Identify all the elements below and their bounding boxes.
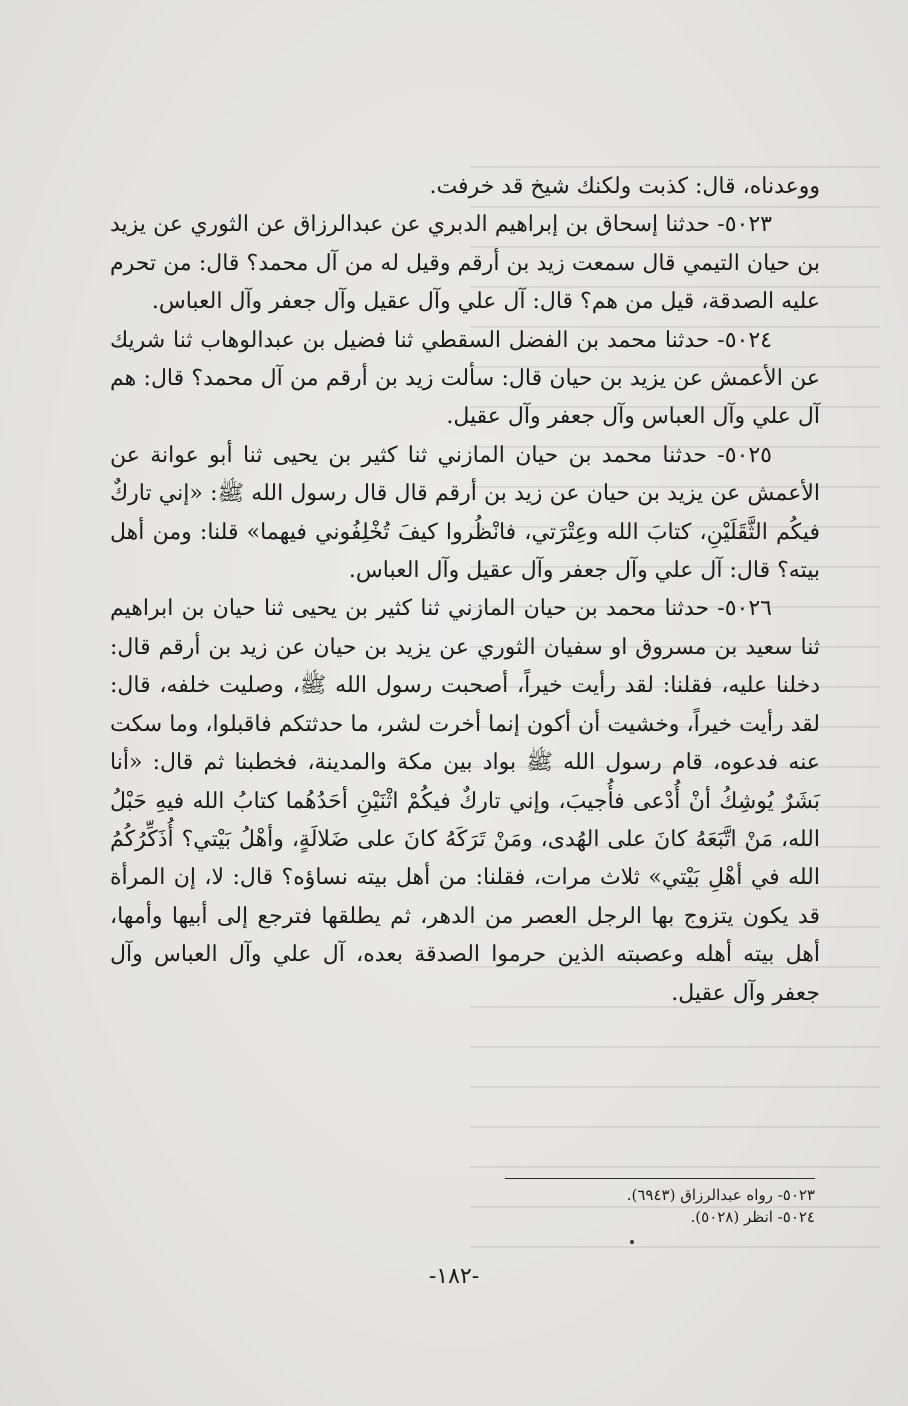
ink-dot [630,1240,634,1244]
hadith-5024: ٥٠٢٤- حدثنا محمد بن الفضل السقطي ثنا فضيل بن عبدالوهاب ثنا شريك عن الأعمش عن يزيد بن حيان قال: سألت زيد بن أرقم من آل محمد؟ قال: هم آل علي وآل العباس وآل جعفر وآل عقيل. [110,327,820,430]
hadith-5023: ٥٠٢٣- حدثنا إسحاق بن إبراهيم الدبري عن عبدالرزاق عن الثوري عن يزيد بن حيان التيمي قال سمعت زيد بن أرقم وقيل له من آل محمد؟ قال: من تحرم عليه الصدقة، قيل من هم؟ قال: آل علي وآل عقيل وآل جعفر وآل العباس. [110,212,820,315]
paragraph-continuation: ووعدناه، قال: كذبت ولكنك شيخ قد خرفت. [429,174,820,199]
footnote-separator [505,1178,815,1179]
page-number: -١٨٢- [428,1264,480,1289]
main-text [110,168,820,1013]
hadith-5026: ٥٠٢٦- حدثنا محمد بن حيان المازني ثنا كثير بن يحيى ثنا حيان بن ابراهيم ثنا سعيد بن مسروق او سفيان الثوري عن يزيد بن حيان عن زيد بن أرقم قال: دخلنا عليه، فقلنا: لقد رأيت خيراً، أصحبت رسول الله ﷺ، وصليت خلفه، قال: لقد رأيت خيراً، وخشيت أن أكون إنما أخرت لشر، ما حدثتكم فاقبلوا، وما سكت عنه فدعوه، قام رسول الله ﷺ بواد بين مكة والمدينة، فخطبنا ثم قال: «أنا بَشَرٌ يُوشِكُ أنْ أُدْعى فأُجيبَ، وإني تاركٌ فيكُمْ اثْنَيْنِ أحَدُهُما كتابُ الله فيهِ حَبْلُ الله، مَنْ اتَّبَعَهُ كانَ على الهُدى، ومَنْ تَرَكَهُ كانَ على ضَلالَةٍ، وأهْلُ بَيْتي؟ أُذَكِّرُكُمُ الله في أهْلِ بَيْتي» ثلاث مرات، فقلنا: من أهل بيته نساؤه؟ قال: لا، إن المرأة قد يكون يتزوج بها الرجل العصر من الدهر، ثم يطلقها فترجع إلى أبيها وأمها، أهل بيته أهله وعصبته الذين حرموا الصدقة بعده، آل علي وآل العباس وآل جعفر وآل عقيل. [110,596,820,1006]
footnote-5023: ٥٠٢٣- رواه عبدالرزاق (٦٩٤٣). [626,1186,815,1204]
footnote-5024: ٥٠٢٤- انظر (٥٠٢٨). [690,1208,815,1226]
footnotes [380,1184,815,1228]
hadith-5025: ٥٠٢٥- حدثنا محمد بن حيان المازني ثنا كثير بن يحيى ثنا أبو عوانة عن الأعمش عن يزيد بن حيان عن زيد بن أرقم قال قال رسول الله ﷺ: «إني تاركٌ فيكُم الثَّقَلَيْنِ، كتابَ الله وعِتْرَتي، فانْظُروا كيفَ تُخْلِفُوني فيهما» قلنا: ومن أهل بيته؟ قال: آل علي وآل جعفر وآل عقيل وآل العباس. [110,442,820,584]
